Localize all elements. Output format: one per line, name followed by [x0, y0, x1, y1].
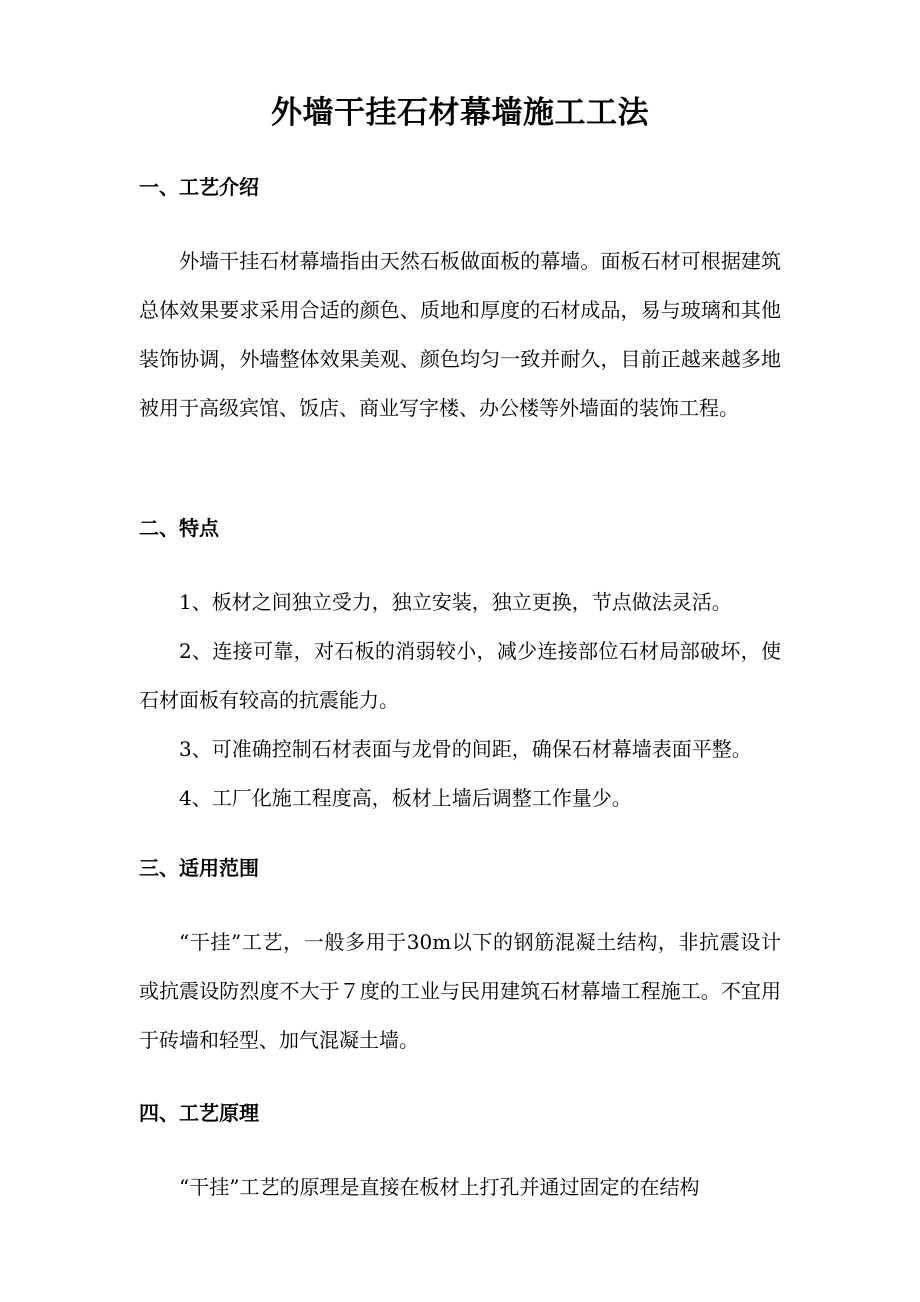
section-heading-scope: 三、适用范围	[139, 856, 259, 880]
section-heading-features: 二、特点	[139, 516, 219, 540]
section-heading-principle: 四、工艺原理	[139, 1101, 259, 1125]
feature-item-3: 3、可准确控制石材表面与龙骨的间距，确保石材幕墙表面平整。	[179, 737, 752, 761]
feature-item-4: 4、工厂化施工程度高，板材上墙后调整工作量少。	[179, 786, 632, 810]
section-heading-process-intro: 一、工艺介绍	[139, 175, 259, 199]
paragraph-principle: “干挂”工艺的原理是直接在板材上打孔并通过固定的在结构	[179, 1175, 700, 1199]
feature-item-1: 1、板材之间独立受力，独立安装，独立更换，节点做法灵活。	[179, 590, 732, 614]
paragraph-scope: “干挂”工艺，一般多用于30m以下的钢筋混凝土结构，非抗震设计或抗震设防烈度不大于７度的工业与民用建筑石材幕墙工程施工。不宜用于砖墙和轻型、加气混凝土墙。	[139, 930, 781, 1052]
feature-item-2: 2、连接可靠，对石板的消弱较小，减少连接部位石材局部破坏，使石材面板有较高的抗震能力。	[139, 639, 781, 712]
paragraph-process-intro: 外墙干挂石材幕墙指由天然石板做面板的幕墙。面板石材可根据建筑总体效果要求采用合适的颜色、质地和厚度的石材成品，易与玻璃和其他装饰协调，外墙整体效果美观、颜色均匀一致并耐久，目前正越来越多地被用于高级宾馆、饭店、商业写字楼、办公楼等外墙面的装饰工程。	[139, 249, 781, 420]
document-title: 外墙干挂石材幕墙施工工法	[271, 95, 649, 131]
